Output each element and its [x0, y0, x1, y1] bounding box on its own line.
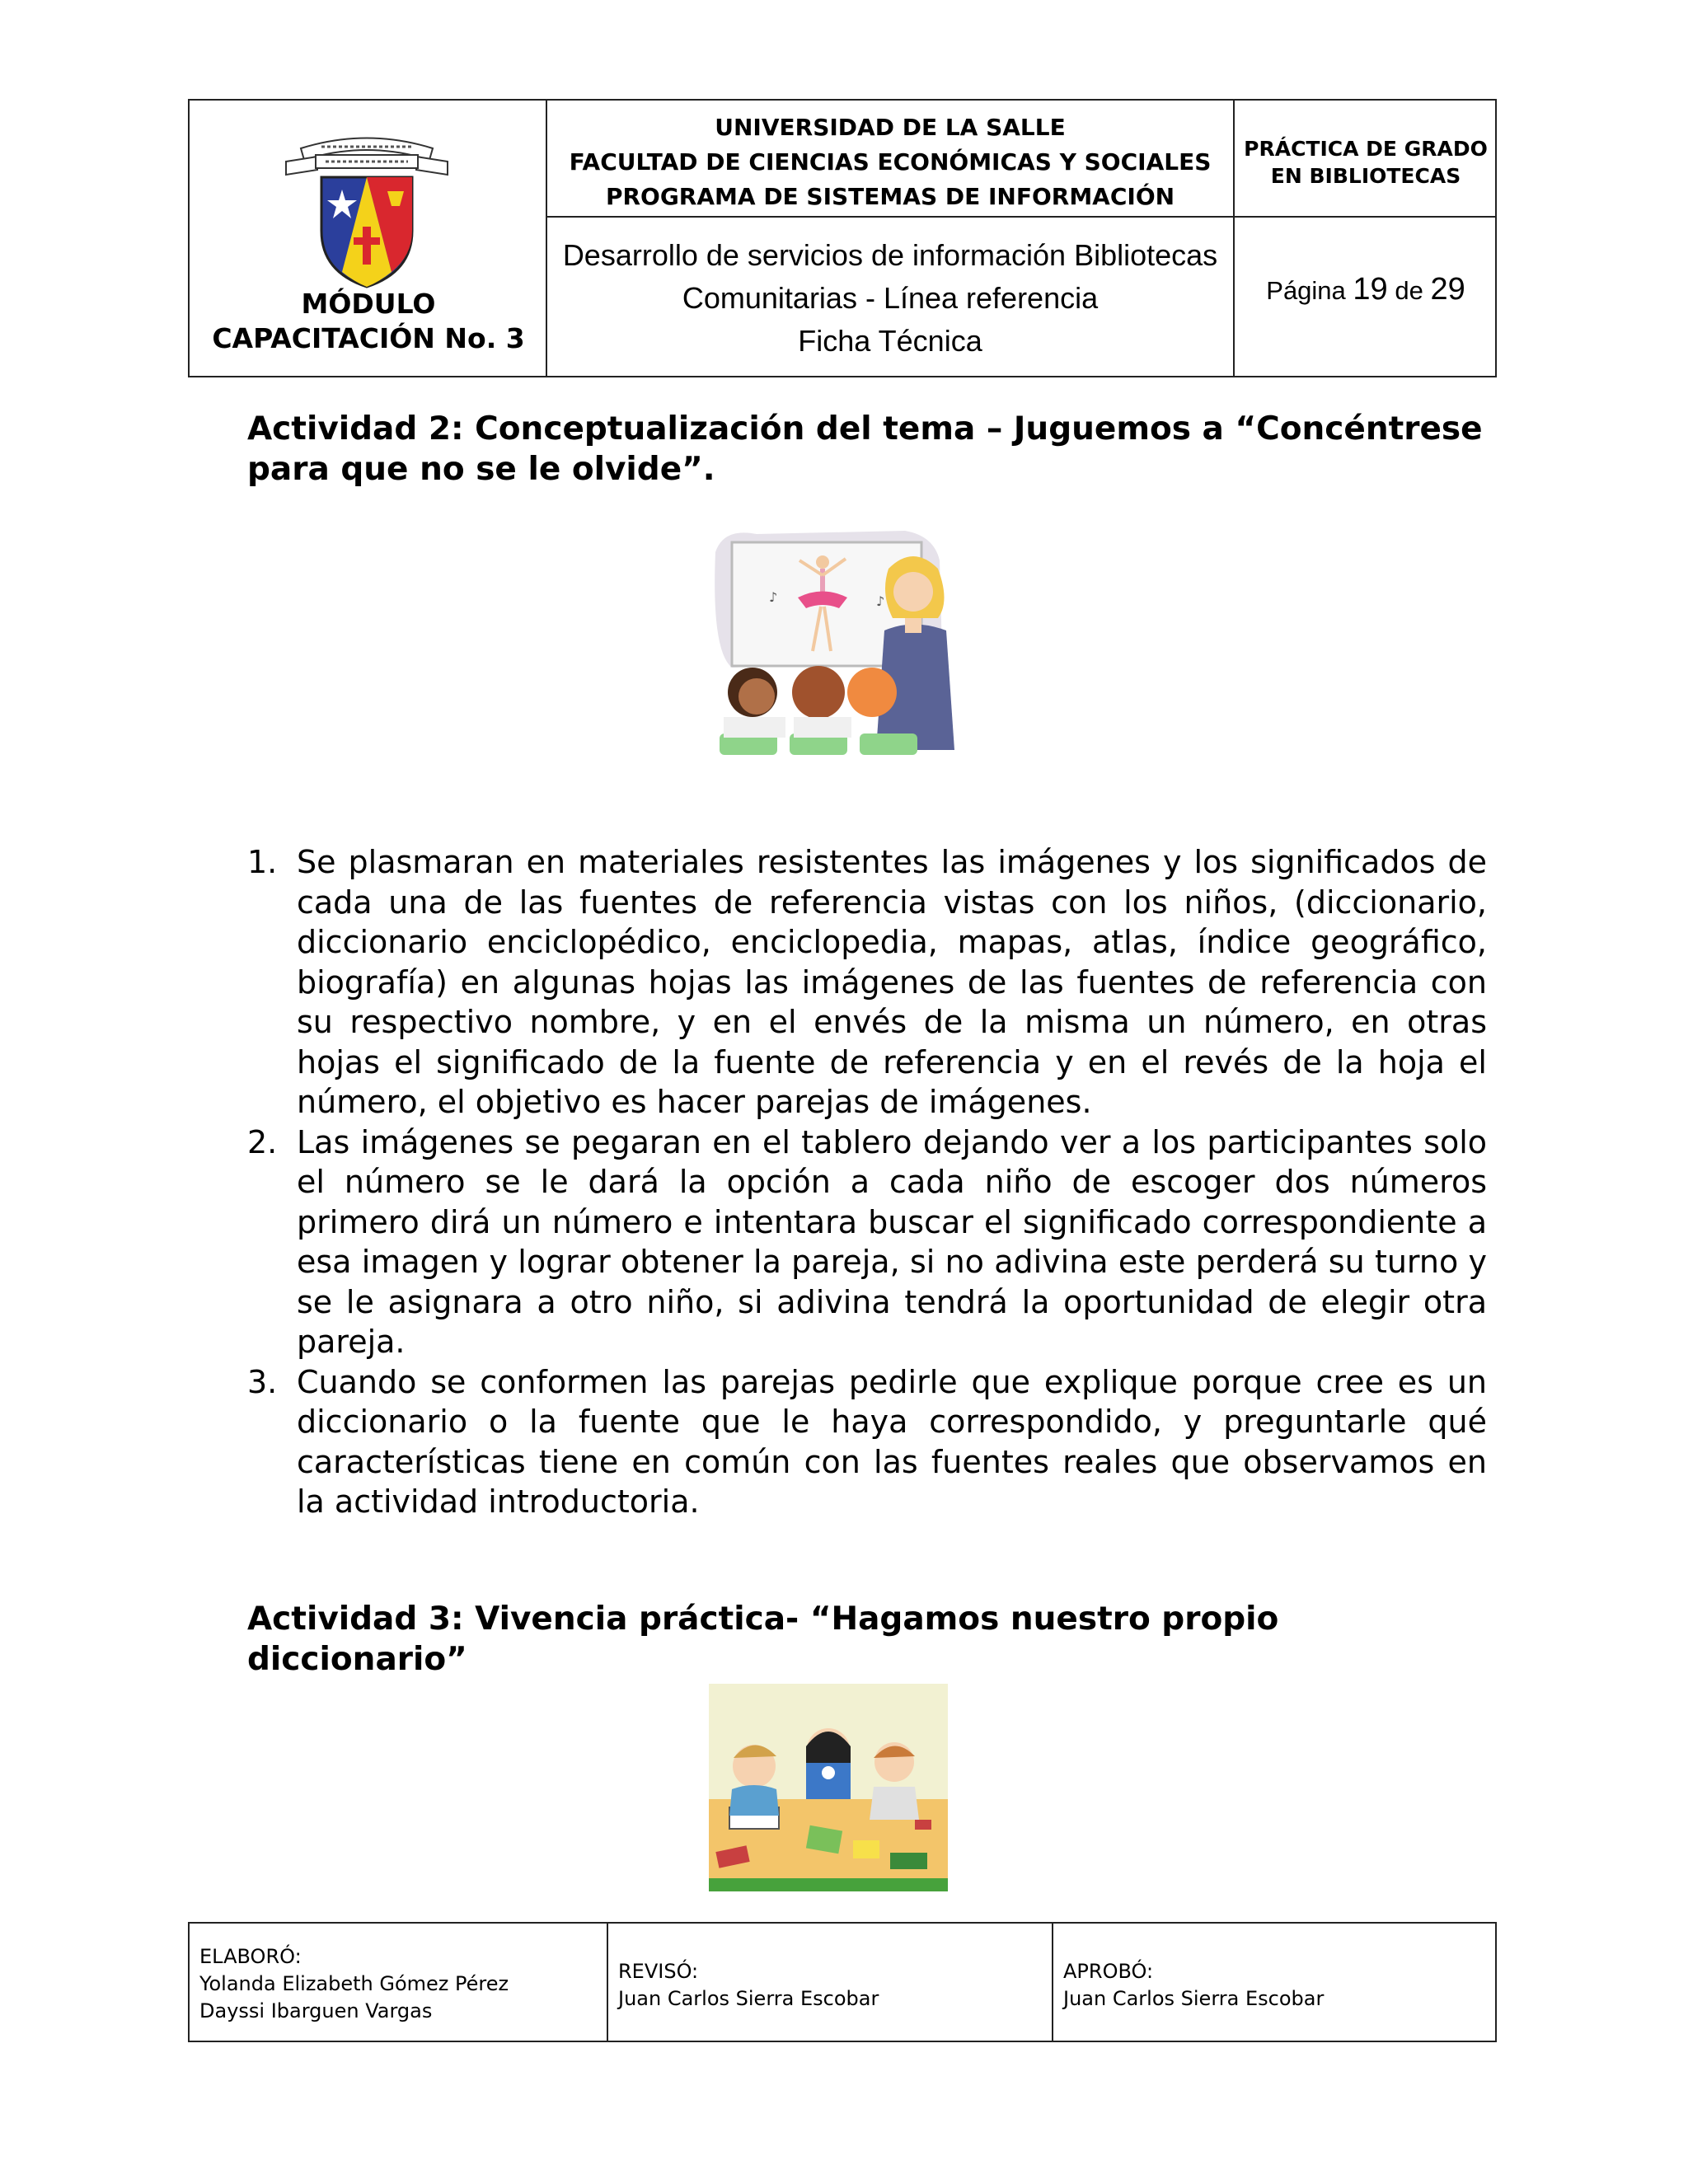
university-name: UNIVERSIDAD DE LA SALLE — [715, 114, 1066, 141]
page-number-cell — [1235, 218, 1497, 377]
elaboro-name1: Yolanda Elizabeth Gómez Pérez — [199, 1972, 509, 1995]
reviso-cell — [608, 1924, 1053, 2041]
reviso-name: Juan Carlos Sierra Escobar — [618, 1987, 879, 2010]
teacher-children-illustration — [707, 527, 973, 760]
list-item: 2. Las imágenes se pegaran en el tablero dejando ver a los participantes solo el número se le dará la opción a cada niño de escoger dos números primero dirá un número e intentara buscar el significado correspondiente a esa imagen y lograr obtener la pareja, si no adivina este perderá su turno y se le asignara a otro niño, si adivina tendrá la oportunidad de elegir otra pareja. — [247, 1123, 1487, 1360]
faculty-name: FACULTAD DE CIENCIAS ECONÓMICAS Y SOCIALES — [569, 148, 1212, 176]
children-reading-illustration — [709, 1684, 948, 1891]
description-line1: Desarrollo de servicios de información Bibliotecas — [562, 238, 1218, 272]
description-line2: Comunitarias - Línea referencia — [682, 281, 1099, 315]
elaboro-cell — [190, 1924, 608, 2041]
practice-line1: PRÁCTICA DE GRADO — [1244, 137, 1488, 161]
aprobo-label: APROBÓ: — [1063, 1960, 1154, 1983]
header-table — [188, 99, 1497, 377]
practice-line2: EN BIBLIOTECAS — [1270, 164, 1461, 188]
svg-text:♪: ♪ — [876, 593, 885, 609]
activity3-title: Actividad 3: Vivencia práctica- “Hagamos nuestro propio diccionario” — [247, 1601, 1279, 1678]
page-number: Página 19 de 29 — [1266, 272, 1465, 307]
elaboro-name2: Dayssi Ibarguen Vargas — [199, 1999, 433, 2022]
aprobo-cell — [1053, 1924, 1497, 2041]
svg-text:♪: ♪ — [769, 589, 778, 605]
elaboro-label: ELABORÓ: — [199, 1945, 302, 1968]
practice-cell — [1235, 101, 1497, 218]
list-item: 3. Cuando se conformen las parejas pedirle que explique porque cree es un diccionario o la fuente que le haya correspondido, y preguntarle qué características tiene en común con las fuentes reales que observamos en la actividad introductoria. — [247, 1363, 1487, 1520]
list-item: 1. Se plasmaran en materiales resistentes las imágenes y los significados de cada una de las fuentes de referencia vistas con los niños, (diccionario, diccionario enciclopédico, enciclopedia, mapas, atlas, índice geográfico, biografía) en algunas hojas las imágenes de las fuentes de referencia con su respectivo nombre, y en el envés de la misma un número, en otras hojas el significado de la fuente de referencia y en el revés de la hoja el número, el objetivo es hacer parejas de imágenes. — [247, 844, 1487, 1120]
program-name: PROGRAMA DE SISTEMAS DE INFORMACIÓN — [605, 183, 1175, 210]
activity2-steps — [247, 842, 1487, 1522]
logo-cell — [190, 101, 547, 377]
activity2-title: Actividad 2: Conceptualización del tema – Juguemos a “Concéntrese para que no se le olvide”. — [247, 410, 1483, 488]
university-shield-icon — [284, 132, 449, 288]
aprobo-name: Juan Carlos Sierra Escobar — [1063, 1987, 1325, 2010]
footer-table — [188, 1922, 1497, 2042]
description-line3: Ficha Técnica — [798, 324, 982, 358]
description-cell — [547, 218, 1235, 377]
module-title: MÓDULO CAPACITACIÓN No. 3 — [212, 288, 525, 354]
university-cell — [547, 101, 1235, 218]
reviso-label: REVISÓ: — [618, 1960, 699, 1983]
